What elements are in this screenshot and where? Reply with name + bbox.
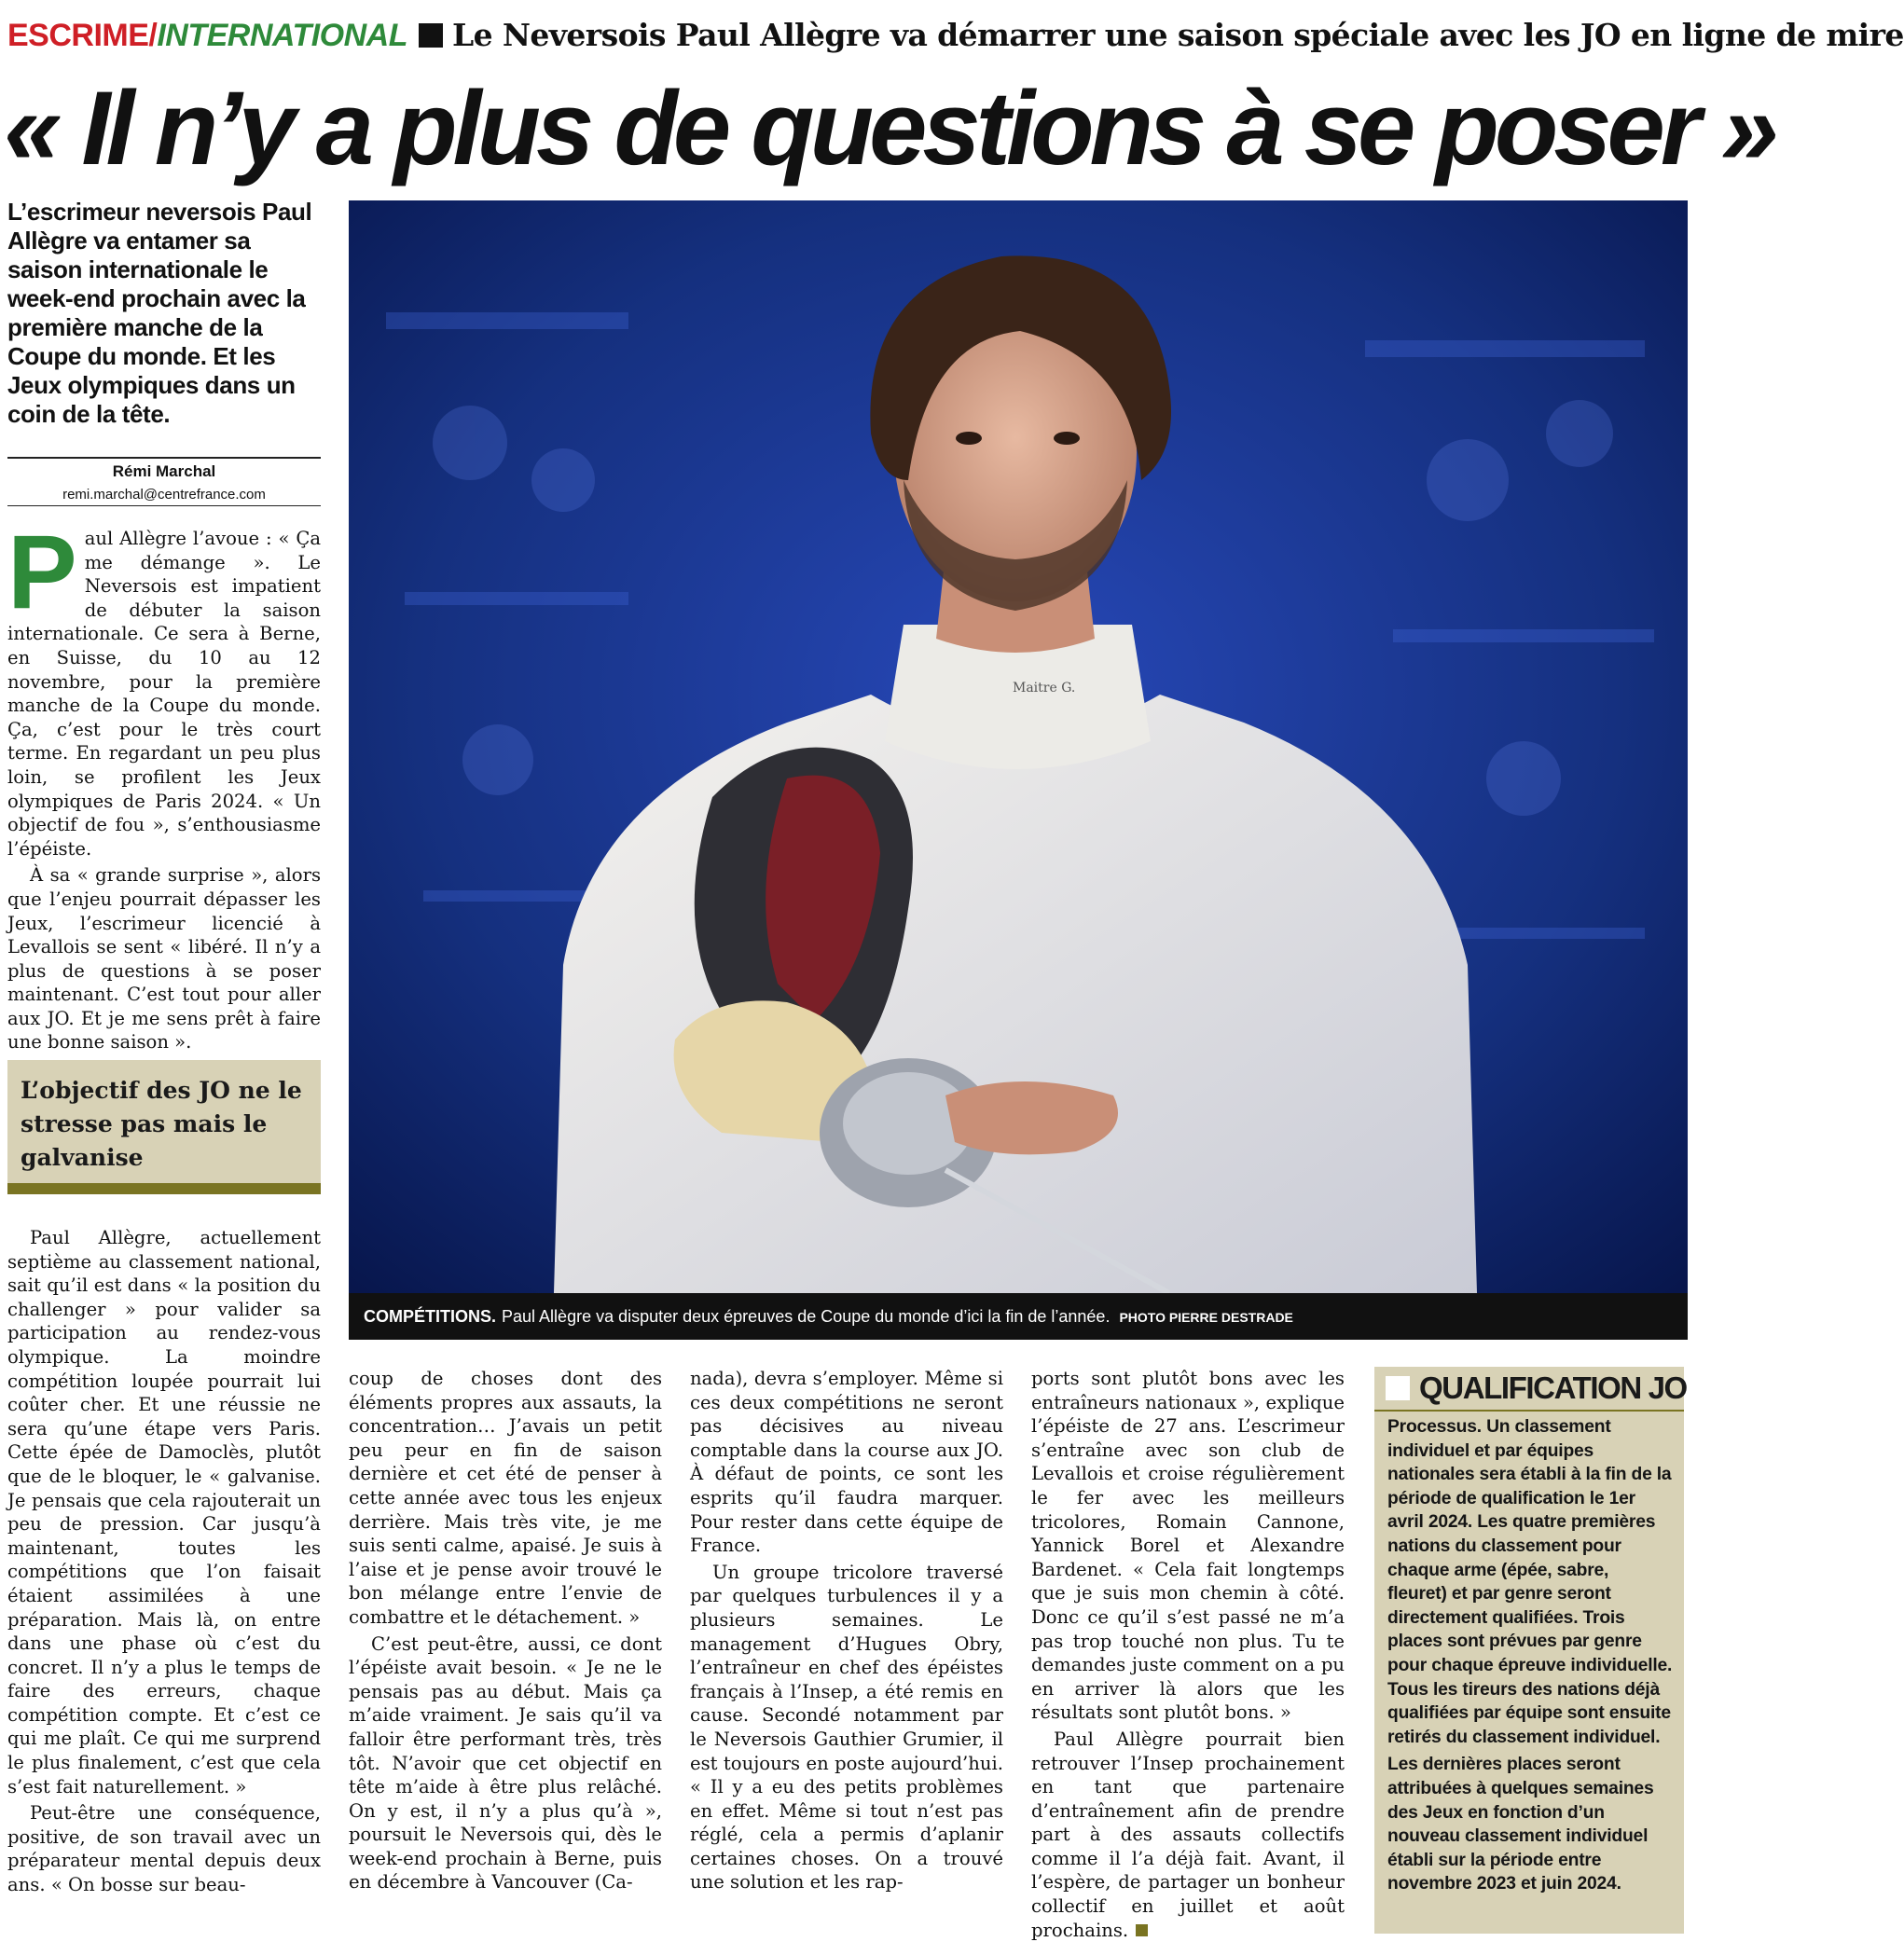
body-paragraph: À sa « grande surprise », alors que l’enjeu pourrait dépasser les Jeux, l’escrimeur licencié à Levallois se sent « libéré. Il n’y a plus de questions à se poser maintenant. C’est tout pour aller aux JO. Et je me sens prêt à faire une bonne saison ». bbox=[7, 864, 321, 1054]
sidebar-paragraph: Les dernières places seront attribuées à quelques semaines des Jeux en fonction d’un nouveau classement individuel établi sur la période entre novembre 2023 et juin 2024. bbox=[1387, 1755, 1654, 1894]
drop-cap: P bbox=[7, 514, 77, 630]
sidebar-body bbox=[1387, 1415, 1673, 1896]
subhead: L’objectif des JO ne le stresse pas mais le galvanise bbox=[21, 1077, 302, 1171]
subhead-bar bbox=[7, 1183, 321, 1194]
body-paragraph: Paul Allègre, actuellement septième au classement national, sait qu’il est dans « la position du challenger » pour valider sa participation au rendez-vous olympique. La moindre compétition loupée pourrait lui coûter cher. Et une réussie ne sera qu’une étape vers Paris. Cette épée de Damoclès, plutôt que de le bloquer, le « galvanise. Je pensais que cela rajouterait un peu de pression. Car jusqu’à maintenant, toutes les compétitions que l’on faisait étaient assimilées à une préparation. Mais là, on entre dans une phase où c’est du concret. Il n’y a plus le temps de faire des erreurs, chaque compétition compte. Et c’est ce qui me plaît. Ce qui me surprend le plus finalement, c’est que cela s’est fait naturellement. » bbox=[7, 1227, 321, 1797]
lead-paragraph: L’escrimeur neversois Paul Allègre va entamer sa saison internationale le week-end prochain avec la première manche de la Coupe du monde. Et les Jeux olympiques dans un coin de la tête. bbox=[7, 198, 312, 428]
sidebar-lead-label: Processus. bbox=[1387, 1417, 1482, 1437]
body-paragraph: coup de choses dont des éléments propres aux assauts, la concentration… J’avais un petit peu peur en fin de saison dernière et cet été de penser à cette année avec tous les enjeux derrière. Mais très vite, je me suis senti calme, apaisé. Je suis à l’aise et je pense avoir trouvé le bon mélange entre l’envie de combattre et le détachement. » bbox=[349, 1368, 662, 1628]
byline-author: Rémi Marchal bbox=[112, 462, 216, 480]
body-paragraph: Un groupe tricolore traversé par quelques turbulences il y a plusieurs semaines. Le management d’Hugues Obry, l’entraîneur en chef des épéistes français à l’Insep, a été remis en cause. Secondé notamment par le Neversois Gauthier Grumier, il est toujours en poste aujourd’hui. « Il y a eu des petits problèmes en effet. Même si tout n’est pas réglé, cela a permis d’aplanir certaines choses. On a trouvé une solution et les rap- bbox=[690, 1561, 1003, 1894]
headline: « Il n’y a plus de questions à se poser » bbox=[4, 70, 1774, 186]
sidebar-paragraph: Processus. Un classement individuel et par équipes nationales sera établi à la fin de la période de qualification le 1er avril 2024. Les quatre premières nations du classement pour chaque arme (épée, sabre, fleuret) et par genre seront directement qualifiées. Trois places sont prévues par genre pour chaque épreuve individuelle. Tous les tireurs des nations déjà qualifiées par équipe sont ensuite retirés du classement individuel. bbox=[1387, 1417, 1673, 1747]
divider bbox=[1374, 1410, 1684, 1412]
photo-caption bbox=[349, 1293, 1688, 1340]
section-label: ESCRIME/INTERNATIONAL bbox=[7, 18, 407, 53]
sidebar-title: QUALIFICATION JO bbox=[1374, 1367, 1684, 1410]
fencer-photo bbox=[349, 200, 1688, 1293]
body-paragraph: C’est peut-être, aussi, ce dont l’épéiste avait besoin. « Je ne le pensais pas au début. Mais ça m’aide vraiment. Je sais qu’il va falloir être performant très, très tôt. N’avoir que cet objectif en tête m’aide à être plus relâché. On y est, il n’y a plus qu’à », poursuit le Neversois qui, dès le week-end prochain à Berne, puis en décembre à Vancouver (Ca- bbox=[349, 1632, 662, 1894]
caption-label: COMPÉTITIONS. bbox=[364, 1307, 497, 1326]
article-column-1-continued bbox=[7, 1226, 321, 1897]
article-column-4 bbox=[1031, 1367, 1345, 1942]
end-mark-icon bbox=[1136, 1924, 1148, 1936]
article-column-1 bbox=[7, 514, 321, 1054]
article-column-2 bbox=[349, 1367, 662, 1894]
divider bbox=[7, 457, 321, 459]
byline-email: remi.marchal@centrefrance.com bbox=[62, 487, 266, 503]
body-paragraph: Peut-être une conséquence, positive, de son travail avec un préparateur mental depuis deux ans. « On bosse sur beau- bbox=[7, 1802, 321, 1896]
kicker bbox=[7, 17, 1904, 62]
caption-text: Paul Allègre va disputer deux épreuves de Coupe du monde d’ici la fin de l’année. bbox=[502, 1307, 1111, 1326]
body-paragraph: ports sont plutôt bons avec les entraîneurs nationaux », explique l’épéiste de 27 ans. L’escrimeur s’entraîne avec son club de Levallois et croise régulièrement le fer avec les meilleurs tricolores, Romain Cannone, Yannick Borel et Alexandre Bardenet. « Cela fait longtemps que je suis mon chemin à côté. Donc ce qu’il s’est passé ne m’a pas trop touché non plus. Tu te demandes juste comment on a pu en arriver là alors que les résultats sont plutôt bons. » bbox=[1031, 1368, 1345, 1724]
body-paragraph: aul Allègre l’avoue : « Ça me démange ». Le Neversois est impatient de débuter la saison internationale. Ce sera à Berne, en Suisse, du 10 au 12 novembre, pour la première manche de la Coupe du monde. Ça, c’est pour le très court terme. En regardant un peu plus loin, se profilent les Jeux olympiques de Paris 2024. « Un objectif de fou », s’enthousiasme l’épéiste. bbox=[7, 528, 321, 860]
divider bbox=[7, 505, 321, 506]
square-bullet-icon bbox=[1386, 1376, 1410, 1400]
body-paragraph: Paul Allègre pourrait bien retrouver l’Insep prochainement en tant que partenaire d’entraînement afin de prendre part à des assauts collectifs comme il l’a déjà fait. Avant, il l’espère, de partager un bonheur collectif en juillet et août prochains. bbox=[1031, 1728, 1345, 1941]
collar-text: Maitre G. bbox=[1013, 681, 1076, 696]
article-column-3 bbox=[690, 1367, 1003, 1894]
deck-text: Le Neversois Paul Allègre va démarrer une saison spéciale avec les JO en ligne de mire bbox=[451, 17, 1904, 53]
photo-credit: PHOTO PIERRE DESTRADE bbox=[1119, 1310, 1293, 1325]
square-bullet-icon bbox=[419, 23, 443, 48]
body-paragraph: nada), devra s’employer. Même si ces deux compétitions ne seront pas décisives au niveau comptable dans la course aux JO. À défaut de points, ce sont les esprits qu’il faudra marquer. Pour rester dans cette équipe de France. bbox=[690, 1368, 1003, 1557]
